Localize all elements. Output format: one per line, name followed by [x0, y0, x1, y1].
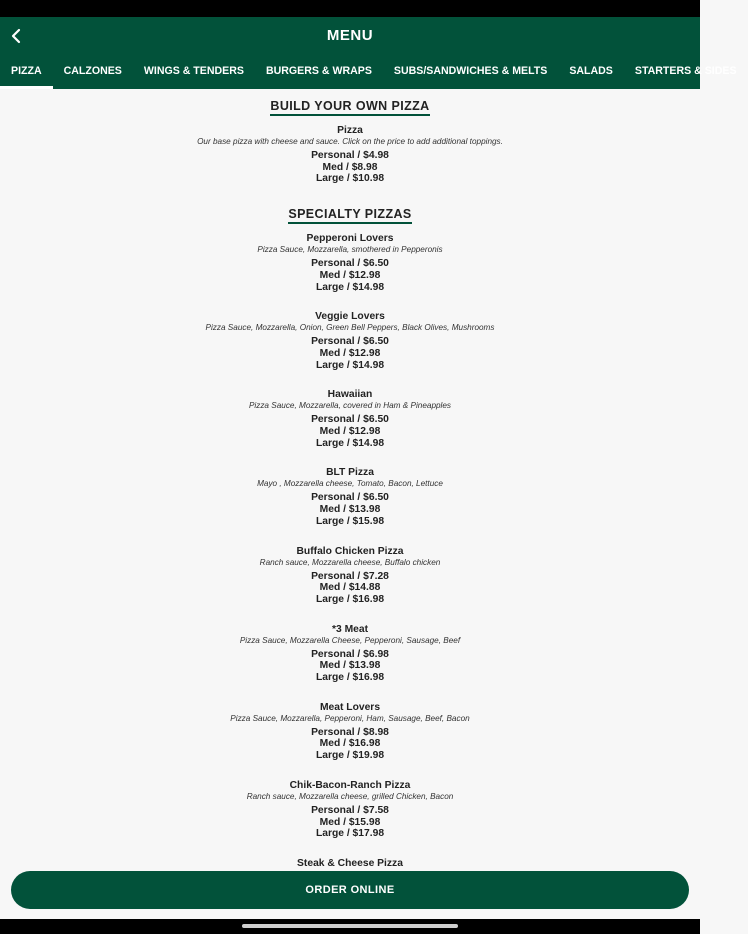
tab-salads[interactable]: SALADS	[569, 65, 613, 77]
item-name: Meat Lovers	[319, 701, 381, 713]
tab-burgers-wraps[interactable]: BURGERS & WRAPS	[265, 65, 372, 77]
price-med[interactable]: Med / $16.98	[319, 738, 381, 750]
price-large[interactable]: Large / $19.98	[315, 750, 385, 762]
item-description: Pizza Sauce, Mozzarella, Pepperoni, Ham, Sausage, Beef, Bacon	[230, 713, 470, 723]
price-personal[interactable]: Personal / $4.98	[311, 150, 389, 161]
home-indicator[interactable]	[242, 924, 458, 928]
tab-subs-sandwiches-melts[interactable]: SUBS/SANDWICHES & MELTS	[393, 65, 548, 77]
price-med[interactable]: Med / $12.98	[319, 347, 381, 359]
menu-item	[0, 624, 700, 684]
price-med[interactable]: Med / $8.98	[322, 161, 378, 173]
price-large[interactable]: Large / $14.98	[315, 437, 385, 449]
price-med[interactable]: Med / $15.98	[319, 816, 381, 828]
price-personal[interactable]: Personal / $6.50	[311, 414, 389, 426]
status-bar	[0, 0, 700, 17]
item-name: BLT Pizza	[326, 467, 374, 479]
price-large[interactable]: Large / $16.98	[315, 672, 385, 684]
price-large[interactable]: Large / $15.98	[315, 515, 385, 527]
tab-pizza[interactable]: PIZZA	[0, 61, 53, 89]
menu-item	[0, 546, 700, 606]
item-description: Pizza Sauce, Mozzarella, Onion, Green Bell Peppers, Black Olives, Mushrooms	[205, 323, 495, 333]
item-name: Pizza	[337, 125, 363, 136]
menu-content[interactable]	[0, 89, 700, 871]
price-large[interactable]: Large / $14.98	[315, 281, 385, 293]
price-large[interactable]: Large / $14.98	[315, 359, 385, 371]
price-personal[interactable]: Personal / $6.50	[311, 258, 389, 270]
tab-starters-sides[interactable]: STARTERS & SIDES	[634, 65, 737, 77]
menu-item	[0, 389, 700, 449]
specialty-list	[0, 233, 700, 880]
price-personal[interactable]: Personal / $7.58	[311, 804, 389, 816]
tab-calzones[interactable]: CALZONES	[63, 65, 122, 77]
header	[0, 17, 737, 89]
price-med[interactable]: Med / $14.88	[319, 582, 381, 594]
item-description: Pizza Sauce, Mozzarella Cheese, Pepperoni, Sausage, Beef	[239, 635, 461, 645]
item-name: Steak & Cheese Pizza	[297, 857, 403, 869]
price-med[interactable]: Med / $13.98	[319, 504, 381, 516]
item-name: Chik-Bacon-Ranch Pizza	[289, 779, 411, 791]
item-description: Pizza Sauce, Mozzarella, smothered in Pepperonis	[257, 245, 443, 255]
bottom-bar	[0, 919, 700, 934]
price-personal[interactable]: Personal / $6.98	[311, 648, 389, 660]
item-name: *3 Meat	[331, 623, 369, 635]
price-large[interactable]: Large / $17.98	[315, 828, 385, 840]
item-description: Ranch sauce, Mozzarella cheese, grilled Chicken, Bacon	[246, 791, 454, 801]
price-personal[interactable]: Personal / $7.28	[311, 570, 389, 582]
order-online-button[interactable]: ORDER ONLINE	[11, 871, 689, 909]
item-name: Veggie Lovers	[315, 311, 385, 323]
tab-wings-tenders[interactable]: WINGS & TENDERS	[143, 65, 244, 77]
price-personal[interactable]: Personal / $8.98	[311, 726, 389, 738]
price-large[interactable]: Large / $16.98	[315, 593, 385, 605]
item-description: Our base pizza with cheese and sauce. Click on the price to add additional toppings.	[197, 137, 503, 146]
price-personal[interactable]: Personal / $6.50	[311, 492, 389, 504]
menu-item	[0, 125, 700, 185]
price-personal[interactable]: Personal / $6.50	[311, 336, 389, 348]
item-description: Pizza Sauce, Mozzarella, covered in Ham & Pineapples	[248, 401, 452, 411]
menu-item	[0, 702, 700, 762]
price-large[interactable]: Large / $10.98	[315, 173, 385, 185]
price-med[interactable]: Med / $13.98	[319, 660, 381, 672]
item-description: Ranch sauce, Mozzarella cheese, Buffalo chicken	[259, 557, 441, 567]
price-med[interactable]: Med / $12.98	[319, 269, 381, 281]
section-heading-build: BUILD YOUR OWN PIZZA	[270, 99, 429, 116]
item-name: Hawaiian	[327, 389, 373, 401]
section-heading-specialty: SPECIALTY PIZZAS	[288, 207, 411, 224]
menu-item	[0, 467, 700, 527]
item-description: Mayo , Mozzarella cheese, Tomato, Bacon, Lettuce	[257, 479, 443, 489]
price-med[interactable]: Med / $12.98	[319, 426, 381, 438]
item-name: Pepperoni Lovers	[306, 233, 394, 245]
item-name: Buffalo Chicken Pizza	[296, 545, 404, 557]
menu-item	[0, 233, 700, 293]
category-tabs	[0, 61, 737, 89]
menu-item	[0, 780, 700, 840]
menu-item	[0, 311, 700, 371]
page-title: MENU	[326, 27, 374, 44]
